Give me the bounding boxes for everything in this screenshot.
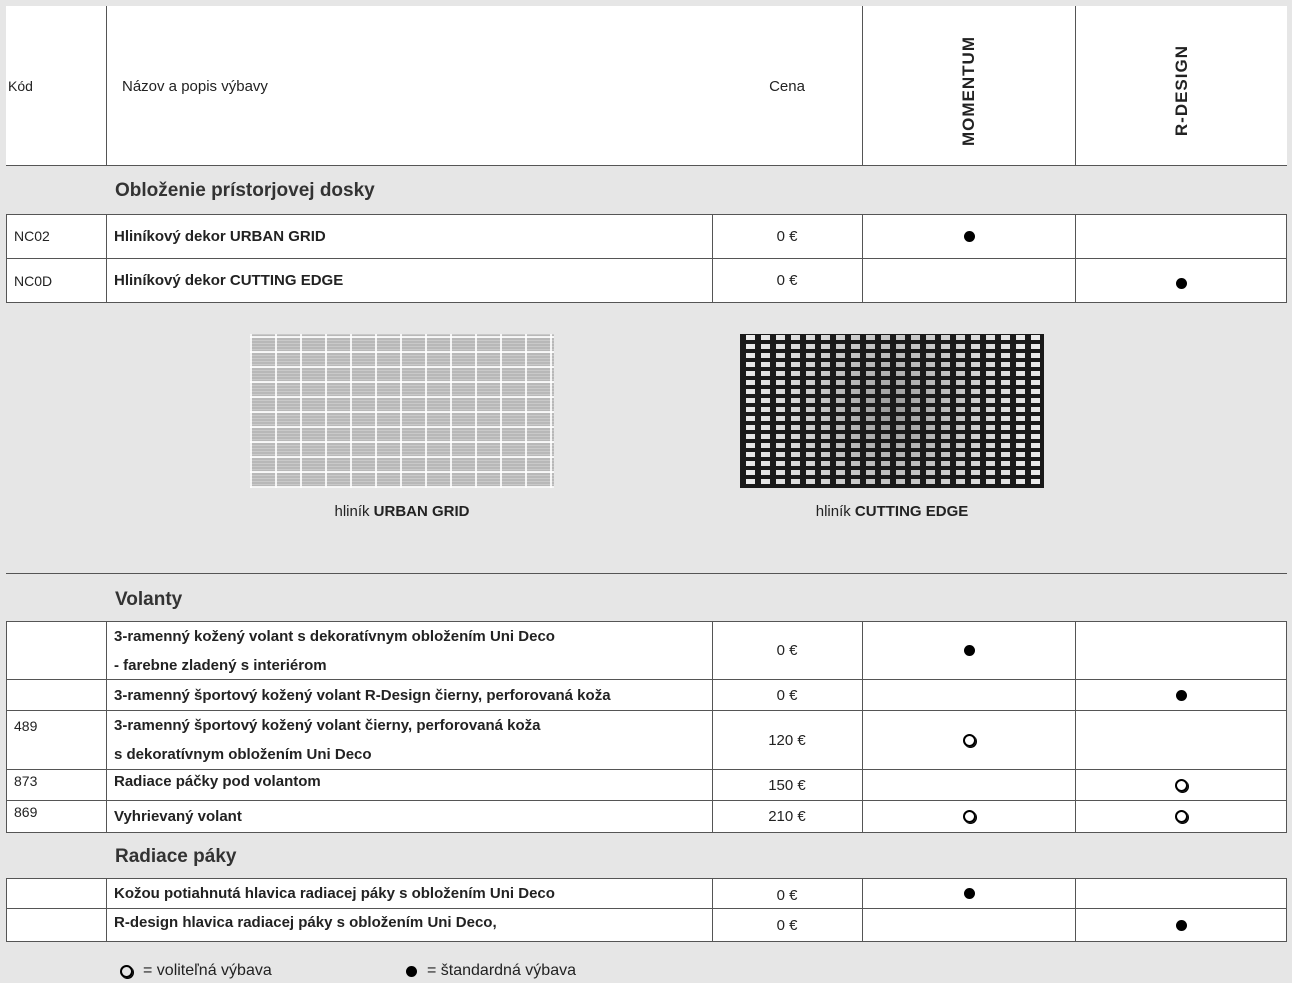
levers-rows	[6, 878, 1287, 942]
standard-mark	[1076, 262, 1287, 305]
table-cell-price: 0 €	[776, 886, 798, 904]
standard-mark	[1076, 909, 1287, 941]
header-name: Názov a popis výbavy	[122, 77, 268, 95]
section-title-levers: Radiace páky	[115, 846, 237, 867]
table-cell-name: Hliníkový dekor URBAN GRID	[114, 227, 326, 245]
table-cell-name: Hliníkový dekor CUTTING EDGE	[114, 272, 344, 289]
legend-standard	[406, 962, 576, 980]
standard-mark	[863, 878, 1075, 908]
table-cell-price: 0 €	[776, 641, 798, 659]
table-cell-price: 0 €	[776, 272, 798, 289]
standard-symbol-icon	[406, 966, 417, 977]
divider	[6, 573, 1287, 574]
table-cell-code: 873	[14, 773, 38, 789]
table-cell-name: 3-ramenný športový kožený volant čierny, perforovaná koža	[114, 717, 541, 734]
optional-mark	[1076, 770, 1287, 800]
table-cell-name: Kožou potiahnutá hlavica radiacej páky s obložením Uni Deco	[114, 884, 555, 902]
wheels-rows	[6, 621, 1287, 833]
table-cell-price: 0 €	[776, 227, 798, 245]
standard-mark	[863, 621, 1075, 679]
standard-mark	[1076, 680, 1287, 710]
table-cell-price: 120 €	[768, 731, 806, 749]
table-cell-price: 0 €	[776, 686, 798, 704]
cutting-edge-caption: hliník CUTTING EDGE	[815, 503, 969, 520]
table-cell-name: 3-ramenný kožený volant s dekoratívnym obložením Uni Deco	[114, 628, 555, 645]
urban-grid-caption: hliník URBAN GRID	[334, 503, 470, 520]
optional-mark	[863, 801, 1075, 832]
header-rdesign: R-DESIGN	[1171, 45, 1191, 137]
table-header	[6, 6, 1287, 166]
cutting-edge-image	[740, 334, 1044, 488]
table-cell-name: Vyhrievaný volant	[114, 808, 242, 825]
table-cell-code: NC02	[14, 228, 50, 244]
optional-mark	[1076, 801, 1287, 832]
table-cell-code: NC0D	[14, 272, 53, 289]
table-cell-price: 150 €	[768, 776, 806, 794]
section-title-wheels: Volanty	[115, 589, 183, 610]
header-momentum: MOMENTUM	[959, 36, 978, 146]
header-price: Cena	[769, 77, 805, 95]
dash-rows	[6, 214, 1287, 303]
legend-optional	[120, 962, 272, 980]
header-code: Kód	[8, 78, 33, 94]
table-cell-name-line2: - farebne zladený s interiérom	[114, 657, 327, 674]
legend-optional-label: = voliteľná výbava	[143, 962, 272, 979]
standard-mark	[863, 214, 1075, 258]
table-cell-name: 3-ramenný športový kožený volant R-Design čierny, perforovaná koža	[114, 686, 611, 704]
optional-mark	[863, 711, 1075, 769]
table-cell-code: 489	[14, 718, 38, 734]
optional-symbol-icon	[120, 965, 133, 978]
legend-standard-label: = štandardná výbava	[427, 962, 576, 979]
table-cell-price: 210 €	[768, 808, 806, 825]
table-cell-name-line2: s dekoratívnym obložením Uni Deco	[114, 746, 372, 763]
urban-grid-image	[250, 334, 554, 488]
table-cell-price: 0 €	[776, 916, 798, 934]
table-cell-name: Radiace páčky pod volantom	[114, 772, 321, 790]
table-cell-code: 869	[14, 804, 38, 820]
section-title-dash: Obloženie prístorjovej dosky	[115, 180, 375, 201]
table-cell-name: R-design hlavica radiacej páky s obložením Uni Deco,	[114, 913, 497, 931]
